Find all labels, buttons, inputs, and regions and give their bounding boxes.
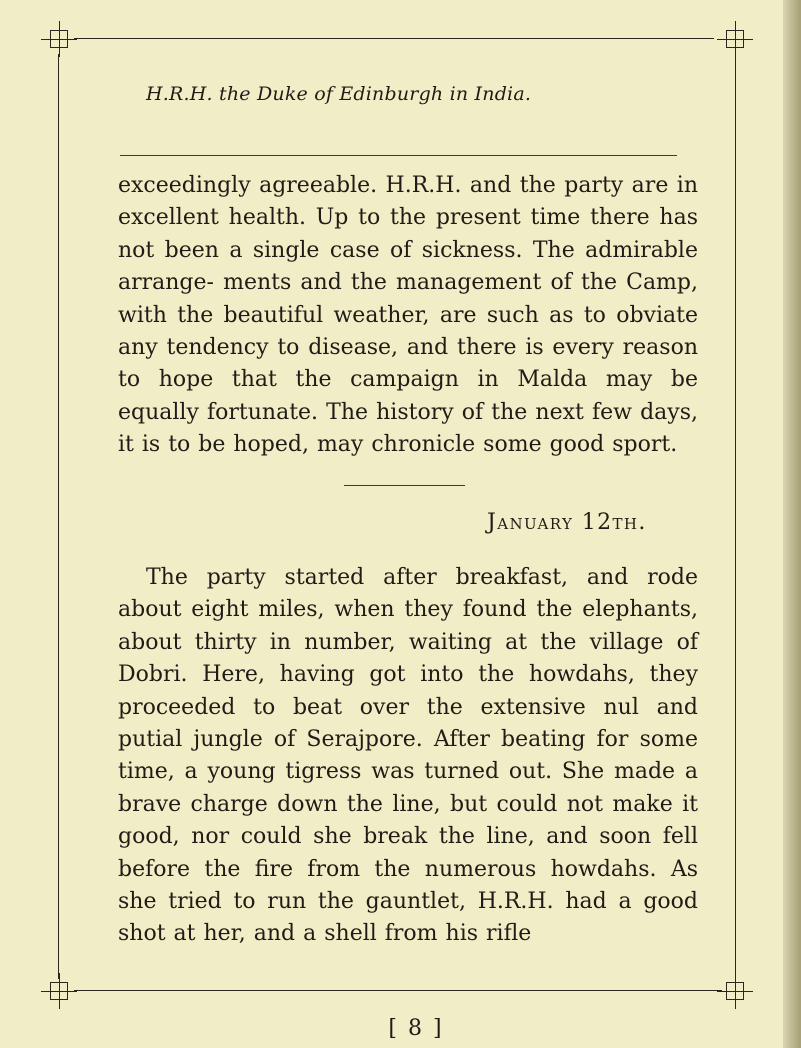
paragraph-1-text: exceedingly agreeable. H.R.H. and the party are in excellent health. Up to the present time there has not been a single case of sickness. The admirable arrange- ments and the management of the Camp, with the beautiful weather, are such as to obviate any tendency to disease, and there is every reason to hope that the campaign in Malda may be equally fortunate. The history of the next few days, it is to be hoped, may chronicle some good sport. xyxy=(118,173,698,458)
bottom-right-corner-ornament xyxy=(726,982,744,1000)
section-date: January 12th. xyxy=(487,510,647,535)
top-right-corner-ornament xyxy=(726,30,744,48)
paragraph-1 xyxy=(118,170,698,462)
running-head: H.R.H. the Duke of Edinburgh in India. xyxy=(146,83,532,105)
page-edge xyxy=(783,0,801,1048)
bottom-border-rule xyxy=(74,990,722,991)
left-border-rule xyxy=(58,54,59,979)
header-rule xyxy=(120,155,677,156)
page-number: [ 8 ] xyxy=(388,1016,444,1041)
right-border-rule xyxy=(735,54,736,979)
paragraph-2-text: The party started after breakfast, and rode about eight miles, when they found the elephants, about thirty in number, waiting at the village of Dobri. Here, having got into the howdahs, they proceeded to beat over the extensive nul and putial jungle of Serajpore. After beating for some time, a young tigress was turned out. She made a brave charge down the line, but could not make it good, nor could she break the line, and soon fell before the fire from the numerous howdahs. As she tried to run the gauntlet, H.R.H. had a good shot at her, and a shell from his rifle xyxy=(118,565,698,947)
bottom-left-corner-ornament xyxy=(50,982,68,1000)
top-left-corner-ornament xyxy=(50,30,68,48)
section-divider xyxy=(344,485,465,486)
paragraph-2 xyxy=(118,562,698,951)
top-border-rule xyxy=(74,38,714,39)
